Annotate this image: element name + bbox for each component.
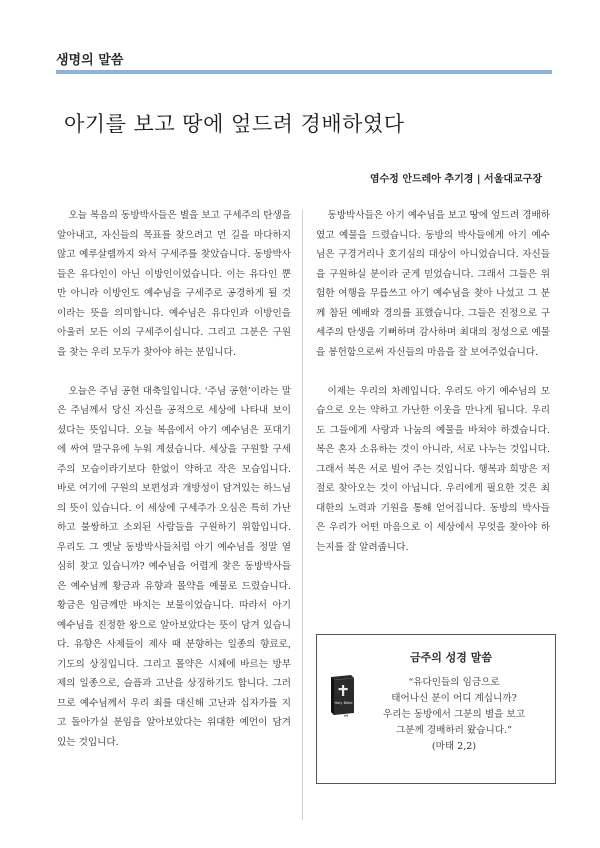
verse-reference: (마태 2,2)	[431, 741, 477, 752]
header-rule	[56, 70, 552, 74]
paragraph: 이제는 우리의 차례입니다. 우리도 아기 예수님의 모습으로 오는 약하고 가난한 이웃을 만나게 됩니다. 우리도 그들에게 사랑과 나눔의 예물을 바쳐야 하겠습니다. 복은 혼자 소유하는 것이 아니라, 서로 나누는 것입니다. 그래서 복은 서로 빌어 주는 것입니다. 행복과 희망은 저절로 찾아오는 것이 아닙니다. 우리에게 필요한 것은 최대한의 노력과 기원을 통해 얻어집니다. 동방의 박사들은 우리가 어떤 마음으로 이 세상에서 무엇을 찾아야 하는지를 잘 알려줍니다.	[316, 385, 550, 553]
author-byline: 염수정 안드레아 추기경 | 서울대교구장	[369, 174, 542, 185]
paragraph: 오늘은 주님 공현 대축일입니다. ‘주님 공현’이라는 말은 주님께서 당신 자신을 공적으로 세상에 나타내 보이셨다는 뜻입니다. 오늘 복음에서 아기 예수님은 포대기에 싸여 말구유에 누워 계셨습니다. 세상을 구원할 구세주의 모습이라기보다 한없이 약하고 작은 모습입니다. 바로 여기에 구원의 보편성과 개방성이 담겨있는 하느님의 뜻이 있습니다. 이 세상에 구세주가 오심은 특히 가난하고 불쌍하고 소외된 사람들을 구원하기 위함입니다. 우리도 그 옛날 동방박사들처럼 아기 예수님을 정말 열심히 찾고 있습니까? 예수님을 어렵게 찾은 동방박사들은 예수님께 황금과 유향과 몰약을 예물로 드렸습니다. 황금은 임금께만 바치는 보물이었습니다. 따라서 아기 예수님을 진정한 왕으로 알아보았다는 뜻이 담겨 있습니다. 유향은 사제들이 제사 때 분향하는 일종의 향료로, 기도의 상징입니다. 그리고 몰약은 시체에 바르는 방부제의 일종으로, 슬픔과 고난을 상징하기도 합니다. 그러므로 예수님께서 우리 죄를 대신해 고난과 십자가를 지고 돌아가실 분임을 알아보았다는 위대한 예언이 담겨 있는 것입니다.	[57, 385, 291, 748]
section-label: 생명의 말씀	[56, 53, 124, 68]
column-divider	[302, 210, 303, 820]
verse-line: 그분께 경배하러 왔습니다.”	[396, 725, 512, 736]
right-column	[316, 206, 550, 557]
left-column	[57, 206, 291, 752]
bible-box-heading: 금주의 성경 말씀	[409, 651, 493, 664]
verse-line: “유다인들의 임금으로	[408, 677, 500, 688]
verse-line: 우리는 동방에서 그분의 별을 보고	[383, 709, 525, 720]
weekly-bible-verse-box	[316, 634, 556, 784]
paragraph: 동방박사들은 아기 예수님을 보고 땅에 엎드려 경배하였고 예물을 드렸습니다. 동방의 박사들에게 아기 예수님은 구경거리나 호기심의 대상이 아니었습니다. 자신들을 구원하실 분이라 굳게 믿었습니다. 그래서 그들은 위험한 여행을 무릅쓰고 아기 예수님을 찾아 나섰고 그 분께 참된 예배와 경의를 표했습니다. 그들은 진정으로 구세주의 탄생을 기뻐하며 감사하며 최대의 정성으로 예물을 봉헌함으로써 자신들의 마음을 잘 보여주었습니다.	[316, 210, 550, 358]
article-title: 아기를 보고 땅에 엎드려 경배하였다	[64, 112, 405, 136]
bible-book-label: Holy Bible	[334, 701, 353, 705]
bible-book-icon	[327, 673, 357, 717]
paragraph: 오늘 복음의 동방박사들은 별을 보고 구세주의 탄생을 알아내고, 자신들의 목표를 찾으려고 먼 길을 마다하지 않고 예루살렘까지 와서 구세주를 찾았습니다. 동방박사들은 유다인이 아닌 이방인이었습니다. 이는 유다인 뿐만 아니라 이방인도 예수님을 구세주로 공경하게 될 것이라는 뜻을 의미합니다. 예수님은 유다인과 이방인을 아울러 모든 이의 구세주이십니다. 그리고 그분은 구원을 찾는 우리 모두가 찾아야 하는 분입니다.	[57, 210, 291, 358]
verse-line: 태어나신 분이 어디 계십니까?	[391, 693, 517, 704]
bible-verse	[363, 675, 545, 755]
